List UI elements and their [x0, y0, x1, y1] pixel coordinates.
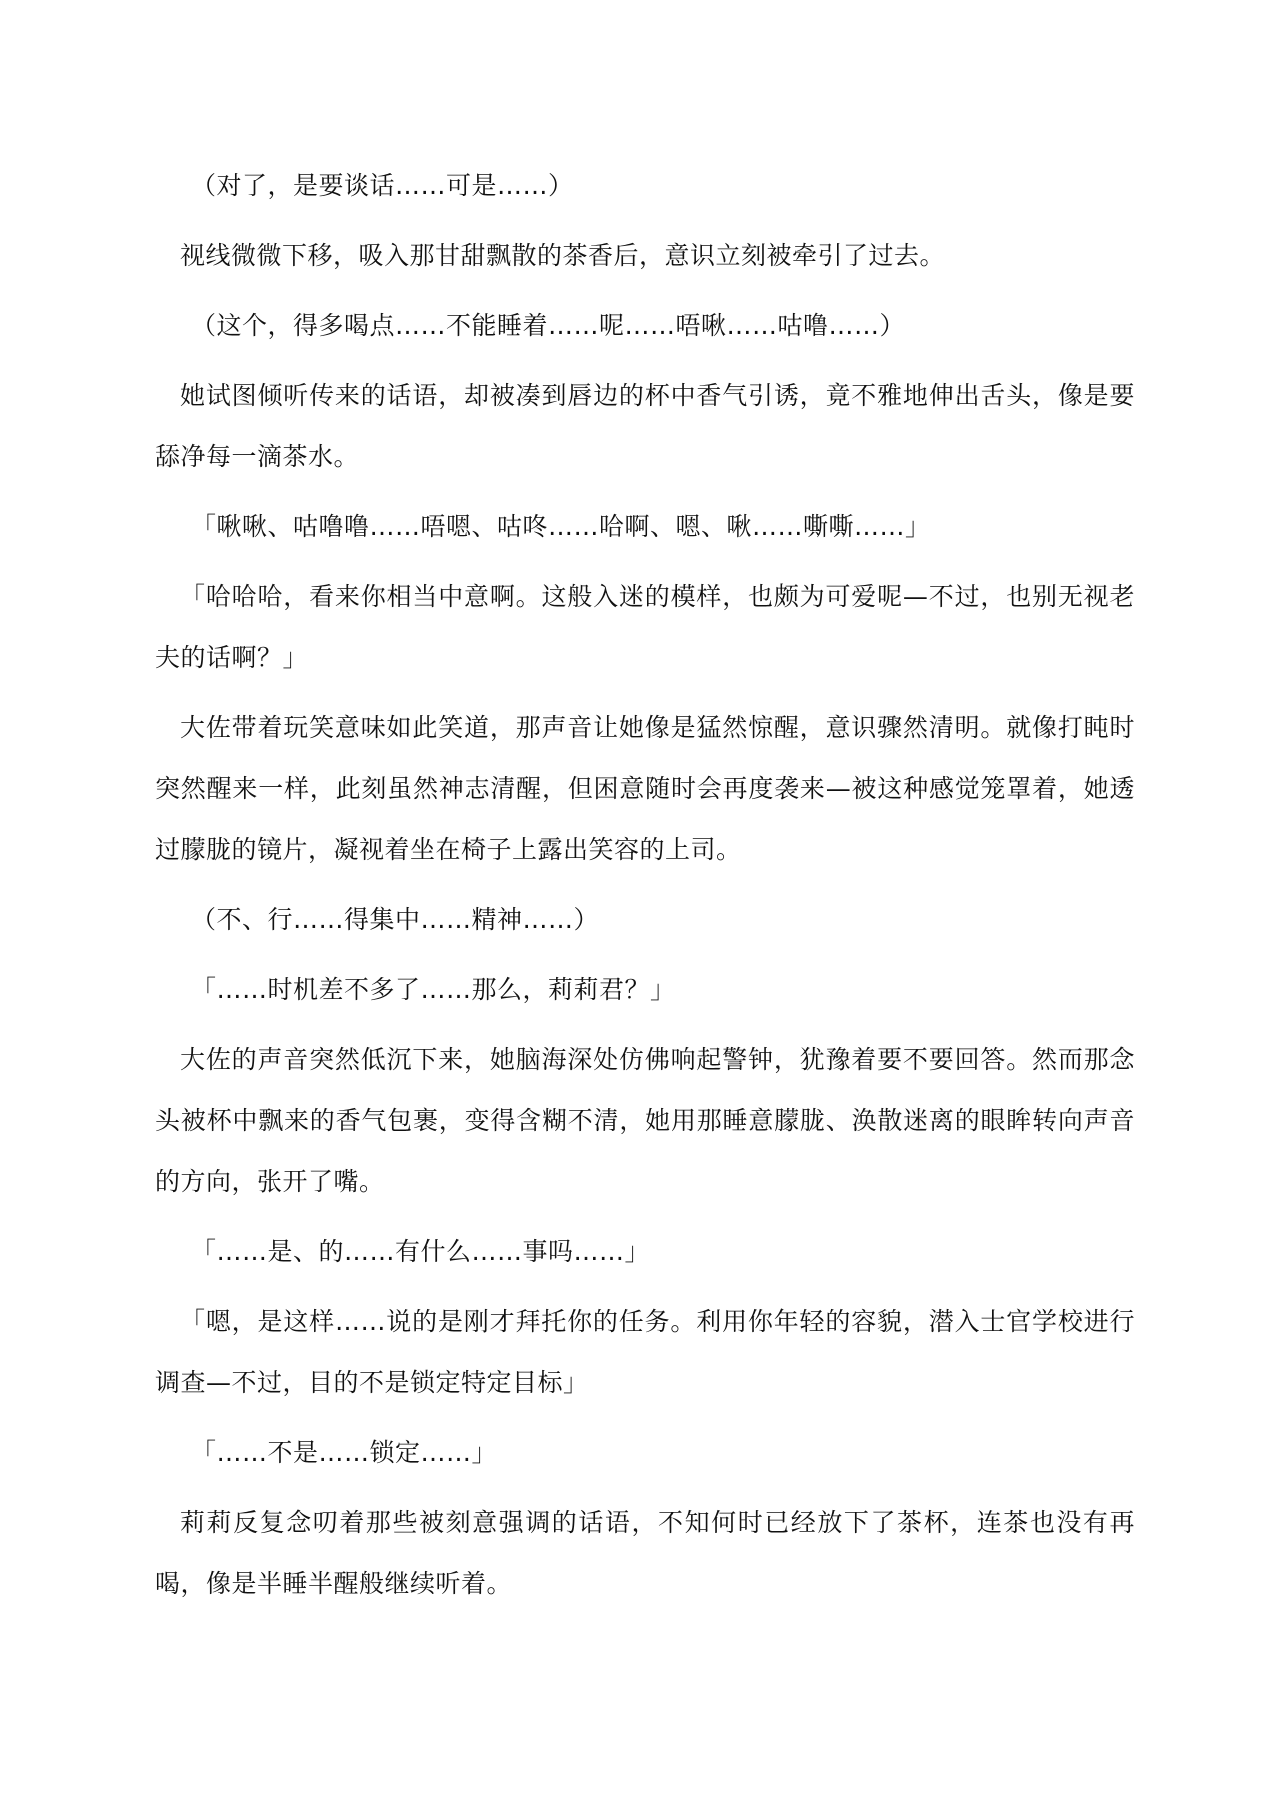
paragraph-narration: 大佐的声音突然低沉下来，她脑海深处仿佛响起警钟，犹豫着要不要回答。然而那念头被杯中飘来的香气包裹，变得含糊不清，她用那睡意朦胧、涣散迷离的眼眸转向声音的方向，张开了嘴。	[155, 1045, 1135, 1196]
paragraph-thought: （对了，是要谈话……可是……）	[191, 171, 574, 200]
paragraph-dialogue: 「……时机差不多了……那么，莉莉君？」	[191, 975, 676, 1004]
paragraph-narration: 大佐带着玩笑意味如此笑道，那声音让她像是猛然惊醒，意识骤然清明。就像打盹时突然醒来一样，此刻虽然神志清醒，但困意随时会再度袭来—被这种感觉笼罩着，她透过朦胧的镜片，凝视着坐在椅子上露出笑容的上司。	[155, 713, 1135, 864]
paragraph-dialogue: 「啾啾、咕噜噜……唔嗯、咕咚……哈啊、嗯、啾……嘶嘶……」	[191, 512, 931, 541]
paragraph-narration: 她试图倾听传来的话语，却被凑到唇边的杯中香气引诱，竟不雅地伸出舌头，像是要舔净每一滴茶水。	[155, 381, 1135, 471]
paragraph-dialogue: 「……不是……锁定……」	[191, 1438, 498, 1467]
body-text	[155, 155, 1135, 1623]
paragraph-thought: （不、行……得集中……精神……）	[191, 905, 600, 934]
paragraph-narration: 莉莉反复念叨着那些被刻意强调的话语，不知何时已经放下了茶杯，连茶也没有再喝，像是半睡半醒般继续听着。	[155, 1508, 1135, 1598]
paragraph-narration: 视线微微下移，吸入那甘甜飘散的茶香后，意识立刻被牵引了过去。	[180, 241, 946, 270]
paragraph-dialogue: 「……是、的……有什么……事吗……」	[191, 1237, 651, 1266]
paragraph-thought: （这个，得多喝点……不能睡着……呢……唔啾……咕噜……）	[191, 311, 906, 340]
paragraph-dialogue: 「哈哈哈，看来你相当中意啊。这般入迷的模样，也颇为可爱呢—不过，也别无视老夫的话啊？」	[155, 582, 1135, 672]
paragraph-dialogue: 「嗯，是这样……说的是刚才拜托你的任务。利用你年轻的容貌，潜入士官学校进行调查—不过，目的不是锁定特定目标」	[155, 1307, 1135, 1397]
